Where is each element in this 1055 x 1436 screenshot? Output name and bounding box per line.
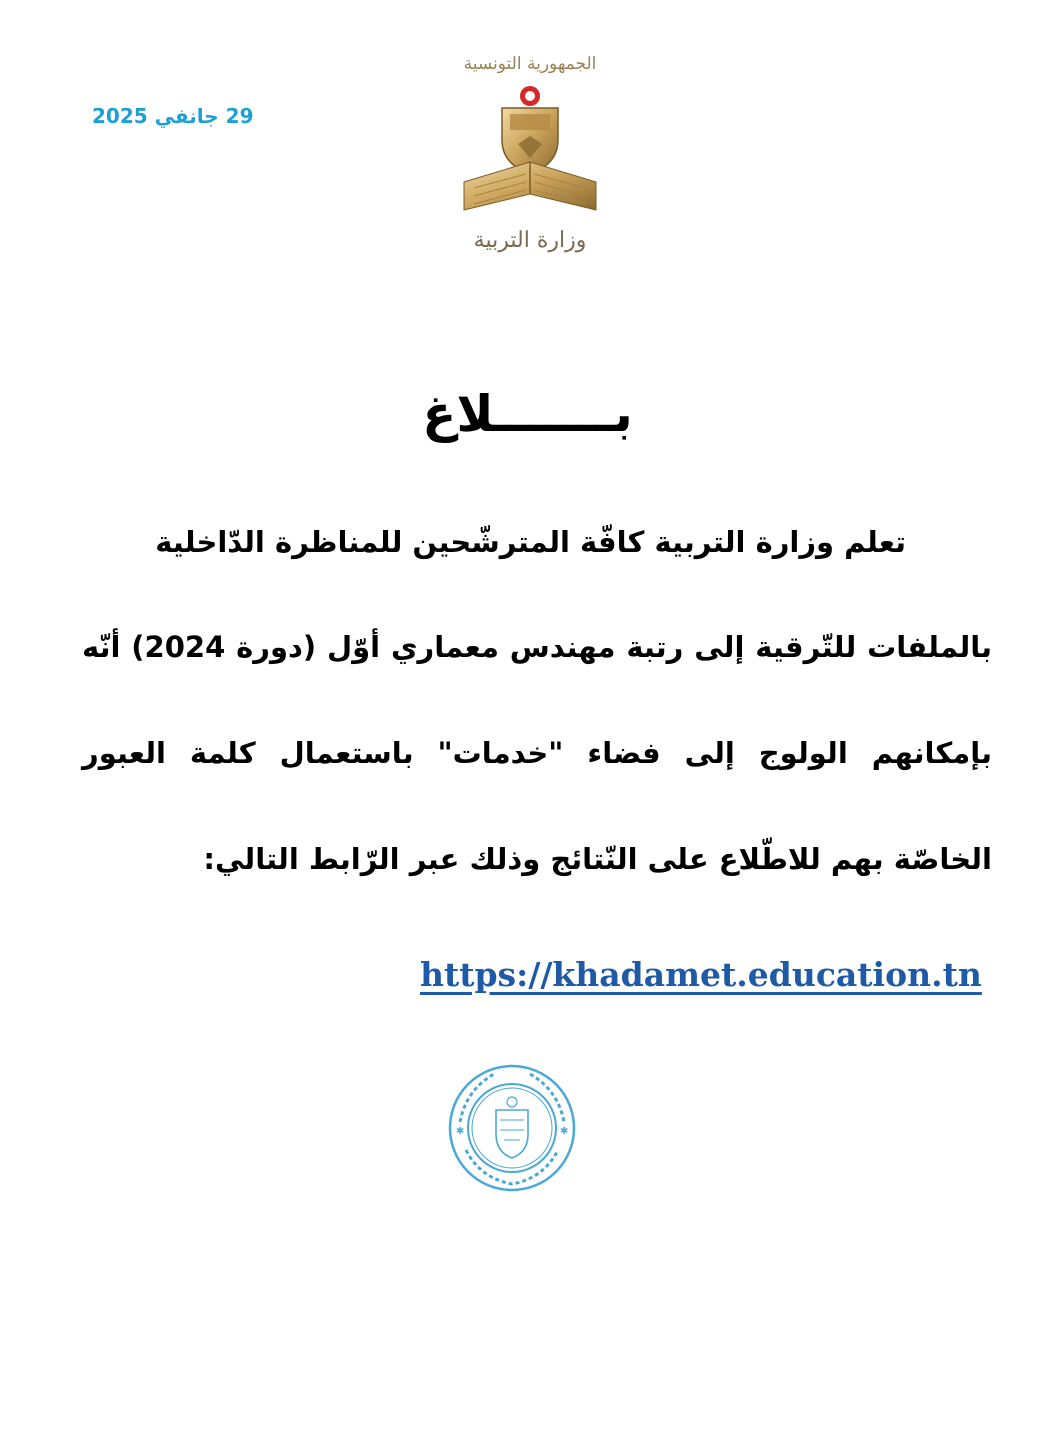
body-line-1: تعلم وزارة التربية كافّة المترشّحين للمناظرة الدّاخلية bbox=[155, 525, 906, 559]
khadamet-link[interactable]: https://khadamet.education.tn bbox=[420, 955, 982, 994]
ministry-emblem bbox=[440, 44, 620, 270]
document-date: 29 جانفي 2025 bbox=[92, 104, 254, 128]
official-stamp bbox=[444, 1060, 580, 1196]
emblem-bottom-text: وزارة التربية bbox=[473, 228, 587, 253]
ministry-emblem-icon bbox=[460, 82, 600, 222]
body-line-3: بإمكانهم الولوج إلى فضاء "خدمات" باستعمال كلمة العبور bbox=[82, 736, 992, 770]
emblem-top-text: الجمهورية التونسية bbox=[463, 54, 597, 74]
svg-text:✱: ✱ bbox=[560, 1126, 569, 1137]
official-stamp-icon bbox=[444, 1060, 580, 1196]
body-line-4: الخاصّة بهم للاطّلاع على النّتائج وذلك عبر الرّابط التالي: bbox=[203, 842, 992, 876]
page-title: بـــــــلاغ bbox=[422, 385, 633, 443]
body-line-2: بالملفات للتّرقية إلى رتبة مهندس معماري أوّل (دورة 2024) أنّه bbox=[82, 630, 992, 664]
svg-text:✱: ✱ bbox=[456, 1126, 465, 1137]
